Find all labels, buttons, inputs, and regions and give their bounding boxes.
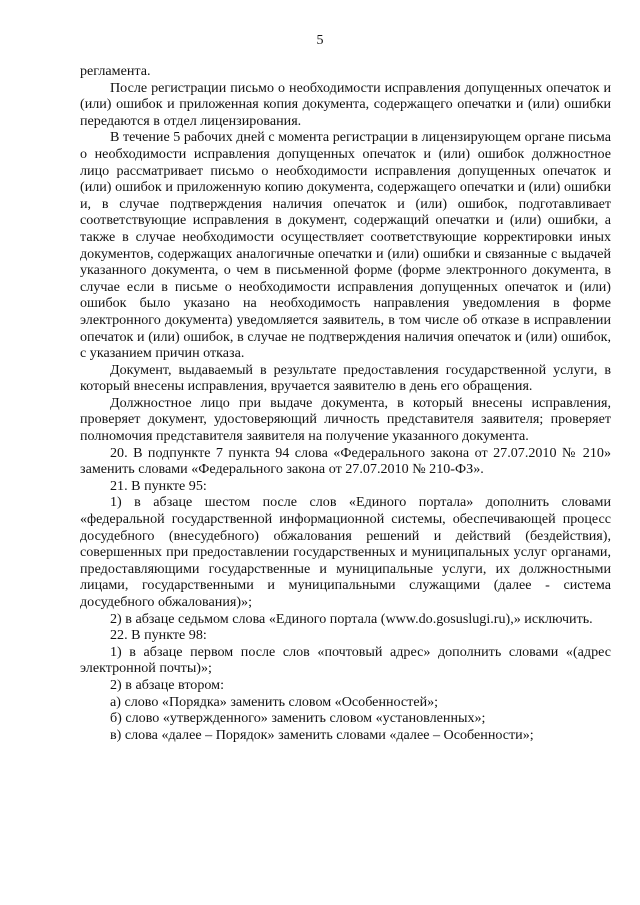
item-22-sub-2: 2) в абзаце втором: [110,676,224,693]
item-21-sub-1: 1) в абзаце шестом после слов «Единого портала» дополнить словами «федеральной государственной информационной системы, обеспечивающей процесс досудебного (внесудебного) обжалования решений и действий (бездействия), совершенных при предоставлении государственных и муниципальных услуг органами, предоставляющими государственные и муниципальные услуги, их должностными лицами, государственными и муниципальными служащими (далее - система досудебного обжалования)»; [80,494,611,610]
item-21-sub-2: 2) в абзаце седьмом слова «Единого портала (www.do.gosuslugi.ru),» исключить. [110,610,593,627]
item-22-sub-2-c: в) слова «далее – Порядок» заменить словами «далее – Особенности»; [110,726,534,743]
item-22-sub-2-a: а) слово «Порядка» заменить словом «Особенностей»; [110,693,439,710]
page-number: 5 [316,33,324,48]
item-22-sub-1: 1) в абзаце первом после слов «почтовый адрес» дополнить словами «(адрес электронной почты)»; [80,643,611,677]
paragraph: В течение 5 рабочих дней с момента регистрации в лицензирующем органе письма о необходимости исправления допущенных опечаток и (или) ошибок должностное лицо рассматривает письмо о необходимости исправления допущенных опечаток и (или) ошибок и приложенную копию документа, содержащего опечатки и (или) ошибки и, в случае подтверждения наличия опечаток и (или) ошибок, подготавливает соответствующие исправления в документ, содержащий опечатки и (или) ошибки, а также в случае необходимости осуществляет соответствующие корректировки иных документов, содержащих аналогичные опечатки и (или) ошибки и связанные с выдачей указанного документа, о чем в письменной форме (форме электронного документа, в случае если в письме о необходимости исправления допущенных опечаток и (или) ошибок было указано на необходимость направления уведомления в форме электронного документа) уведомляется заявитель, в том числе об отказе в исправлении опечаток и (или) ошибок, в случае не подтверждения наличия опечаток и (или) ошибок, с указанием причин отказа. [80,129,611,362]
document-body [80,63,611,743]
item-22-sub-2-b: б) слово «утвержденного» заменить словом «установленных»; [110,710,486,727]
paragraph: Должностное лицо при выдаче документа, в который внесены исправления, проверяет документ, удостоверяющий личность представителя заявителя; проверяет полномочия представителя заявителя на получение указанного документа. [80,394,611,445]
paragraph: После регистрации письмо о необходимости исправления допущенных опечаток и (или) ошибок и приложенная копия документа, содержащего опечатки и (или) ошибки передаются в отдел лицензирования. [80,79,611,129]
paragraph-continuation: регламента. [80,63,151,79]
item-22-heading: 22. В пункте 98: [110,627,207,644]
paragraph: Документ, выдаваемый в результате предоставления государственной услуги, в который внесены исправления, вручается заявителю в день его обращения. [80,361,611,395]
item-21-heading: 21. В пункте 95: [110,477,207,494]
item-20: 20. В подпункте 7 пункта 94 слова «Федерального закона от 27.07.2010 № 210» заменить словами «Федерального закона от 27.07.2010 № 210-ФЗ». [80,444,611,478]
